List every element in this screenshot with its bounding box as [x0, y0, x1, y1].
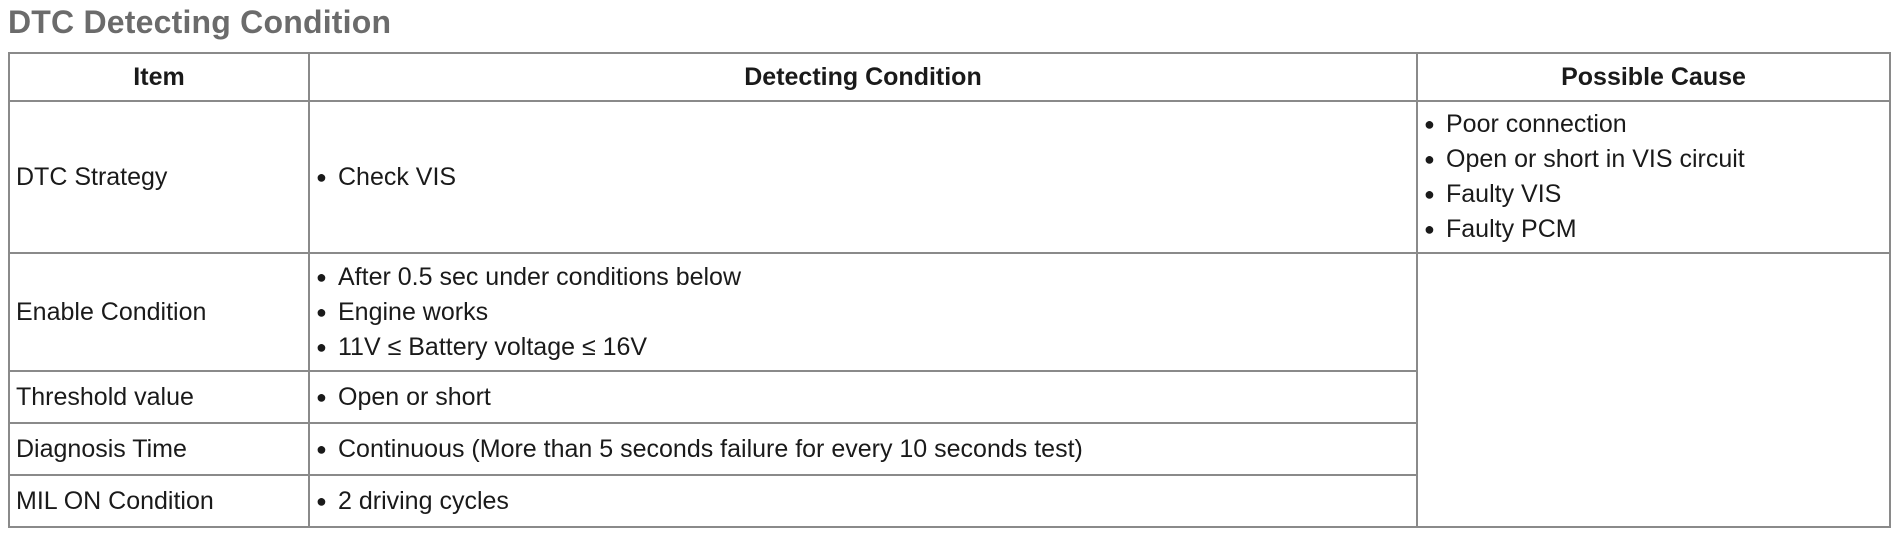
cause-bullet	[1424, 177, 1883, 212]
condition-text: 11V ≤ Battery voltage ≤ 16V	[338, 332, 648, 361]
condition-cell	[309, 101, 1417, 253]
table-row	[9, 101, 1890, 253]
cause-text: Faulty VIS	[1446, 180, 1562, 208]
table-header-row	[9, 53, 1890, 101]
condition-bullet	[316, 295, 1410, 330]
item-cell: MIL ON Condition	[9, 475, 309, 527]
dtc-detecting-condition-table	[8, 52, 1891, 528]
condition-text: Continuous (More than 5 seconds failure for every 10 seconds test)	[338, 434, 1083, 463]
condition-text: Check VIS	[338, 162, 457, 191]
item-cell: Threshold value	[9, 371, 309, 423]
bullet-icon: ●	[1424, 149, 1435, 169]
condition-bullet	[316, 380, 1410, 415]
cause-bullet	[1424, 107, 1883, 142]
possible-cause-empty-cell	[1417, 253, 1890, 527]
condition-cell	[309, 253, 1417, 371]
bullet-icon: ●	[1424, 219, 1435, 239]
cause-bullet	[1424, 212, 1883, 247]
header-item: Item	[9, 53, 309, 101]
header-possible-cause: Possible Cause	[1417, 53, 1890, 101]
condition-bullet	[316, 432, 1410, 467]
header-detecting-condition: Detecting Condition	[309, 53, 1417, 101]
condition-cell	[309, 371, 1417, 423]
item-cell: Diagnosis Time	[9, 423, 309, 475]
cause-text: Faulty PCM	[1446, 215, 1577, 243]
bullet-icon: ●	[316, 266, 327, 287]
bullet-icon: ●	[316, 336, 327, 357]
bullet-icon: ●	[316, 386, 327, 407]
cause-text: Poor connection	[1446, 110, 1627, 138]
item-cell: Enable Condition	[9, 253, 309, 371]
table-row	[9, 253, 1890, 371]
bullet-icon: ●	[316, 166, 327, 187]
bullet-icon: ●	[316, 490, 327, 511]
condition-text: 2 driving cycles	[338, 486, 509, 515]
condition-text: After 0.5 sec under conditions below	[338, 262, 742, 291]
possible-cause-cell	[1417, 101, 1890, 253]
bullet-icon: ●	[316, 301, 327, 322]
bullet-icon: ●	[1424, 184, 1435, 204]
condition-bullet	[316, 260, 1410, 295]
cause-text: Open or short in VIS circuit	[1446, 145, 1745, 173]
condition-bullet	[316, 484, 1410, 519]
condition-text: Engine works	[338, 297, 489, 326]
cause-bullet	[1424, 142, 1883, 177]
condition-cell	[309, 423, 1417, 475]
bullet-icon: ●	[316, 438, 327, 459]
condition-cell	[309, 475, 1417, 527]
page-title: DTC Detecting Condition	[8, 4, 392, 40]
condition-bullet	[316, 330, 1410, 365]
condition-text: Open or short	[338, 382, 491, 411]
item-cell: DTC Strategy	[9, 101, 309, 253]
condition-bullet	[316, 160, 1410, 195]
bullet-icon: ●	[1424, 114, 1435, 134]
